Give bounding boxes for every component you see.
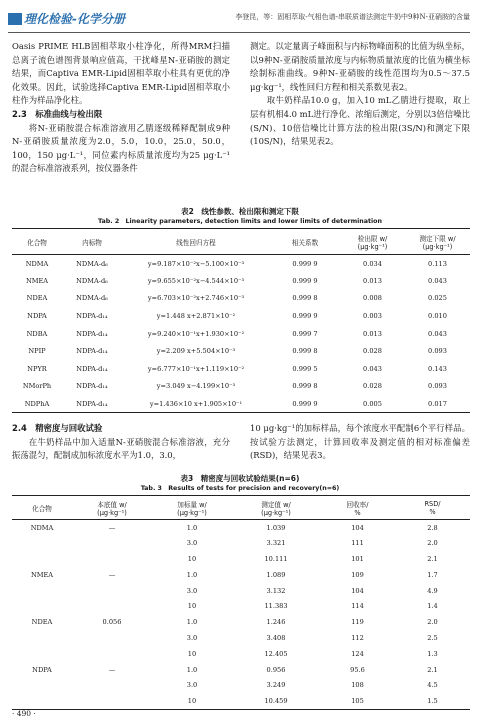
table-cell: 0.008 [363, 294, 382, 303]
paragraph: 取牛奶样品10.0 g，加入10 mL乙腈进行提取，取上层有机相4.0 mL进行净化、浓缩后测定，分别以3倍信噪比(S/N)、10倍信噪比计算方法的检出限(3S/N)和测定下限(10S/N)，结果见表2。 [250, 95, 470, 147]
column-header: 检出限 w/ (μg·kg⁻¹) [340, 229, 405, 255]
paragraph: Oasis PRIME HLB固相萃取小柱净化，所得MRM扫描总离子流色谱图背景响应值高，干扰峰星N-亚硝胺的测定结果，而Captiva EMR-Lipid固相萃取小柱具有更优的净化效果。因此，试验选择Captiva EMR-Lipid固相萃取小柱作为样品净化柱。 [12, 41, 230, 106]
table-cell: 1.246 [266, 618, 286, 627]
table2-caption-zh: 表2 线性参数、检出限和测定下限 [181, 207, 299, 216]
table-cell [72, 677, 152, 693]
table-row [12, 677, 470, 693]
table-row [12, 567, 470, 583]
table-cell: 0.013 [363, 329, 382, 338]
column-header: RSD/ % [395, 496, 470, 520]
table-cell: 2.0 [427, 618, 438, 627]
table-cell: NPYR [27, 364, 47, 373]
table-cell: 3.132 [266, 586, 286, 595]
column-header: 内标物 [62, 229, 122, 255]
table-cell: NDMA-d₆ [76, 259, 108, 268]
table-cell: y=6.703×10⁻²x+2.746×10⁻³ [147, 294, 245, 303]
table-cell: 4.5 [427, 681, 438, 690]
table-cell: 108 [351, 681, 364, 690]
table-cell: 105 [320, 693, 395, 709]
table-cell: 1.089 [266, 570, 286, 579]
table-row [12, 551, 470, 567]
table-row [12, 630, 470, 646]
table-2 [12, 228, 470, 413]
section-heading-2-3: 2.3 标准曲线与检出限 [12, 108, 103, 119]
table-cell: 1.039 [266, 523, 286, 532]
table-row [12, 646, 470, 662]
table-cell: NDMA [25, 259, 49, 268]
table-cell: NDPA [32, 665, 52, 674]
table-cell: 10 [187, 649, 197, 658]
table-cell: 112 [351, 633, 364, 642]
table-cell: 2.1 [427, 665, 438, 674]
table-row [12, 255, 470, 273]
table-cell: NDEA [31, 618, 53, 627]
table-cell: 119 [351, 618, 364, 627]
table-cell: NPIP [28, 347, 46, 356]
table-row [12, 535, 470, 551]
table-cell: 0.017 [405, 395, 470, 413]
table-cell: y=2.209 x+5.504×10⁻³ [156, 347, 236, 356]
table-cell: NDPA-d₁₄ [76, 312, 108, 321]
table-cell: 1.7 [427, 570, 438, 579]
table-row [12, 662, 470, 678]
table-cell: 104 [351, 523, 364, 532]
table-row [12, 520, 470, 536]
table-cell: NDMA-d₆ [76, 276, 108, 285]
table-cell: 0.005 [340, 395, 405, 413]
table-cell: — [108, 665, 116, 674]
table-cell: 101 [351, 554, 364, 563]
table-cell: 95.6 [350, 665, 365, 674]
column-header: 线性回归方程 [122, 229, 270, 255]
table-cell: 10.459 [232, 693, 320, 709]
table-cell: y=6.777×10⁻¹x+1.119×10⁻² [147, 364, 245, 373]
table-cell: NDPA-d₁₄ [62, 395, 122, 413]
column-header: 本底值 w/ (μg·kg⁻¹) [72, 496, 152, 520]
table-cell: 0.025 [428, 294, 447, 303]
table-cell: NDPA-d₁₄ [76, 364, 108, 373]
table-cell: — [108, 523, 116, 532]
table-cell [72, 551, 152, 567]
table-cell: NDPA [27, 312, 47, 321]
table-cell: 1.0 [186, 570, 198, 579]
paragraph: 测定。以定量离子峰面积与内标物峰面积的比值为纵坐标，以9种N-亚硝胺质量浓度与内标物质量浓度的比值为横坐标绘制标准曲线。9种N-亚硝胺的线性范围均为0.5～37.5 μg·kg⁻¹，线性回归方程和相关系数见表2。 [250, 41, 470, 92]
table-cell: 10 [187, 602, 197, 611]
table-cell: y=1.448 x+2.871×10⁻² [156, 312, 236, 321]
table-cell [72, 535, 152, 551]
table-cell: 109 [351, 570, 364, 579]
table-cell: 2.1 [427, 554, 438, 563]
left-column-bottom [12, 422, 230, 463]
table-cell: 1.5 [395, 693, 470, 709]
table-cell: y=9.240×10⁻¹x+1.930×10⁻² [147, 329, 245, 338]
column-header: 加标量 w/ (μg·kg⁻¹) [152, 496, 232, 520]
left-column-top [12, 40, 230, 176]
table-cell [72, 693, 152, 709]
table-cell: 0.034 [363, 259, 382, 268]
table-cell: 0.999 5 [292, 364, 318, 373]
table-cell: 0.043 [363, 364, 382, 373]
column-header: 化合物 [12, 496, 72, 520]
table-cell: 0.999 9 [270, 395, 340, 413]
table-row [12, 325, 470, 343]
table-cell: NDEA [26, 294, 48, 303]
table-cell: 0.999 9 [292, 259, 318, 268]
table-cell: 0.999 9 [292, 276, 318, 285]
table-cell: 0.013 [363, 276, 382, 285]
table-cell: NDMA [30, 523, 54, 532]
table-cell: 10.111 [264, 554, 288, 563]
table-row [12, 272, 470, 290]
table-cell [12, 630, 72, 646]
table-cell [12, 693, 72, 709]
table-cell: 1.0 [186, 523, 198, 532]
table-cell [12, 646, 72, 662]
table3-caption-zh: 表3 精密度与回收试验结果(n=6) [180, 474, 300, 483]
table-cell [12, 583, 72, 599]
table-cell: y=1.436×10 x+1.905×10⁻¹ [122, 395, 270, 413]
table-cell: NMorPh [22, 382, 52, 391]
table-cell: NDPA-d₁₄ [76, 382, 108, 391]
table-cell: 1.0 [186, 618, 198, 627]
page-header [0, 0, 480, 36]
table-cell: 3.408 [266, 633, 286, 642]
table-cell: y=3.049 x−4.199×10⁻³ [156, 382, 236, 391]
table-cell: 4.9 [427, 586, 438, 595]
table-cell: 1.3 [427, 649, 438, 658]
table-cell: 3.0 [186, 586, 198, 595]
table-cell: 0.043 [428, 276, 447, 285]
table-cell: 3.0 [186, 681, 198, 690]
table-cell: NDPhA [12, 395, 62, 413]
running-title: 李登昆，等：固相萃取-气相色谱-串联质谱法测定牛奶中9种N-亚硝胺的含量 [235, 13, 470, 21]
table-row [12, 583, 470, 599]
table-cell: 0.093 [428, 382, 447, 391]
journal-logo [8, 10, 125, 27]
table-row [12, 693, 470, 709]
table-cell: 0.999 8 [292, 347, 318, 356]
table-cell: 114 [351, 602, 364, 611]
paragraph: 将N-亚硝胺混合标准溶液用乙腈逐级稀释配制成9种N-亚硝胺质量浓度为2.0，5.0，10.0，25.0，50.0，100，150 μg·L⁻¹，同位素内标质量浓度均为25 μg·L⁻¹的混合标准溶液系列，按仪器条件 [12, 122, 230, 174]
table-cell: y=9.655×10⁻²x−4.544×10⁻³ [147, 276, 245, 285]
table-cell: 11.383 [264, 602, 288, 611]
paragraph: 10 μg·kg⁻¹的加标样品，每个浓度水平配制6个平行样品。按试验方法测定，计算回收率及测定值的相对标准偏差(RSD)，结果见表3。 [250, 423, 470, 461]
table-row [12, 614, 470, 630]
table-cell: 124 [351, 649, 364, 658]
table-cell: 1.4 [427, 602, 438, 611]
journal-logo-text: 理化检验-化学分册 [24, 12, 125, 26]
table3-caption-en: Tab. 3 Results of tests for precision and recovery(n=6) [140, 485, 340, 492]
table-cell: 10 [152, 693, 232, 709]
table-cell: 2.8 [427, 523, 438, 532]
column-header: 测定值 w/ (μg·kg⁻¹) [232, 496, 320, 520]
table-row [12, 290, 470, 308]
table-cell: NDPA-d₁₄ [76, 329, 108, 338]
table-cell [72, 646, 152, 662]
table-cell: 3.321 [266, 539, 286, 548]
table-cell: 104 [351, 586, 364, 595]
right-column-top [250, 40, 470, 149]
table-row [12, 598, 470, 614]
table-cell: 0.028 [363, 347, 382, 356]
table-cell: 0.003 [363, 312, 382, 321]
table-cell [12, 535, 72, 551]
table-cell: 3.249 [266, 681, 286, 690]
table-cell: 0.999 8 [292, 382, 318, 391]
table-cell: NMEA [30, 570, 54, 579]
table-cell: 0.043 [428, 329, 447, 338]
table-row [12, 395, 470, 413]
table-cell: 0.093 [428, 347, 447, 356]
table-cell: — [108, 570, 116, 579]
table-cell [72, 598, 152, 614]
paragraph: 在牛奶样品中加入适量N-亚硝胺混合标准溶液，充分振荡混匀，配制成加标浓度水平为1.0，3.0， [12, 436, 230, 461]
table2-caption-en: Tab. 2 Linearity parameters, detection limits and lower limits of determination [98, 218, 382, 225]
table-cell: 12.405 [264, 649, 288, 658]
table-cell: 0.999 8 [292, 294, 318, 303]
column-header: 化合物 [12, 229, 62, 255]
table-cell [12, 551, 72, 567]
table-cell: 2.5 [427, 633, 438, 642]
table-row [12, 342, 470, 360]
table-cell: 0.999 9 [292, 312, 318, 321]
table-cell [72, 630, 152, 646]
table-row [12, 360, 470, 378]
table-cell: 3.0 [186, 539, 198, 548]
header-rule [8, 32, 470, 33]
table-cell: 0.010 [428, 312, 447, 321]
journal-mark-icon [8, 13, 22, 25]
column-header: 回收率/ % [320, 496, 395, 520]
table-cell: 0.056 [102, 618, 122, 627]
table-cell: 0.956 [266, 665, 286, 674]
table-cell: NDPA-d₁₄ [76, 347, 108, 356]
table-cell: 10 [187, 554, 197, 563]
table-cell: 2.0 [427, 539, 438, 548]
table-cell: NMEA [25, 276, 49, 285]
table-cell: 111 [351, 539, 364, 548]
section-heading-2-4: 2.4 精密度与回收试验 [12, 423, 103, 433]
table-cell: 3.0 [186, 633, 198, 642]
table-cell [12, 677, 72, 693]
right-column-bottom [250, 422, 470, 463]
column-header: 相关系数 [270, 229, 340, 255]
table-cell: 0.113 [428, 259, 447, 268]
table-3 [12, 495, 470, 710]
table-cell [12, 598, 72, 614]
table-cell: NDMA-d₆ [76, 294, 108, 303]
column-header: 测定下限 w/ (μg·kg⁻¹) [405, 229, 470, 255]
table-row [12, 307, 470, 325]
table-cell: 0.999 7 [292, 329, 318, 338]
table-cell: 0.143 [428, 364, 447, 373]
table-cell: 0.028 [363, 382, 382, 391]
table-cell [72, 583, 152, 599]
table-cell: NDBA [26, 329, 48, 338]
table-row [12, 378, 470, 396]
page-number: · 490 · [12, 709, 36, 718]
table-cell: 1.0 [186, 665, 198, 674]
table-cell: y=9.187×10⁻²x−5.100×10⁻³ [147, 259, 245, 268]
